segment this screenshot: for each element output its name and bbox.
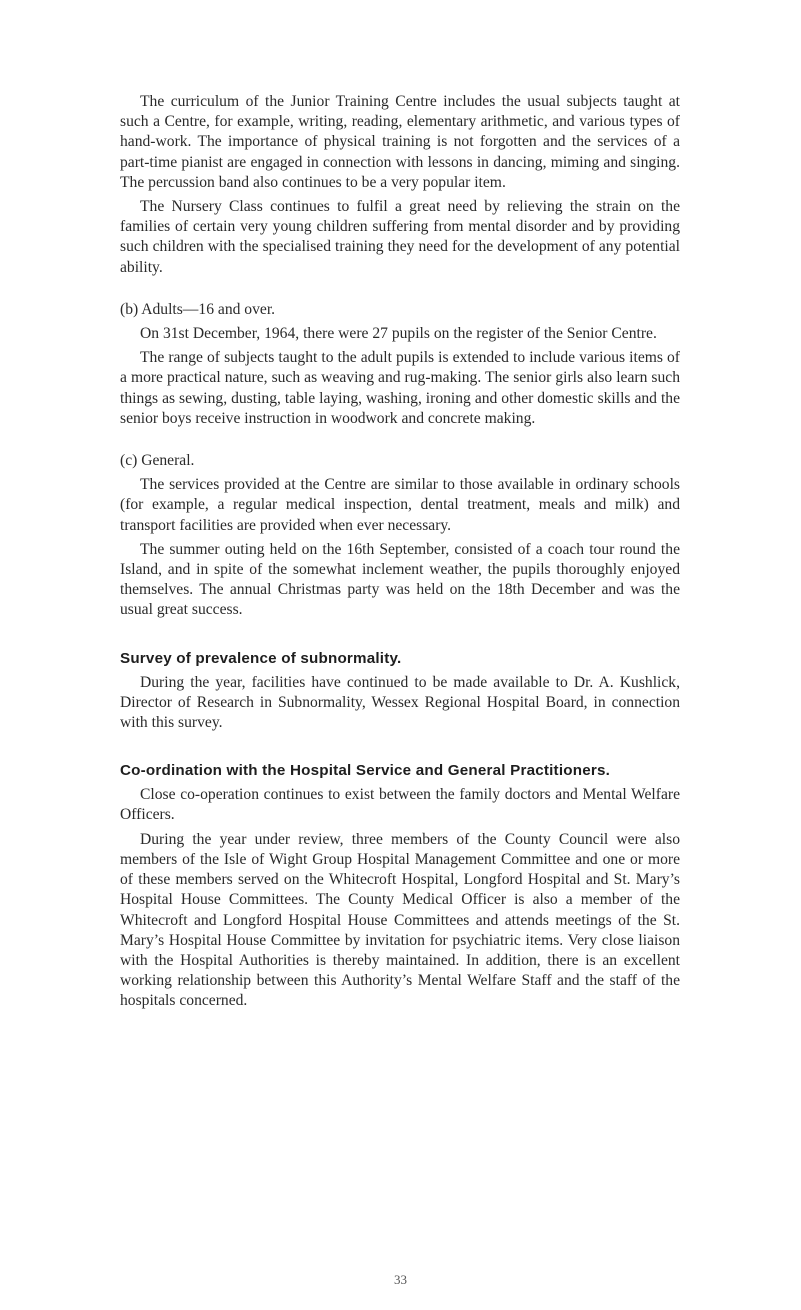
coordination-heading: Co-ordination with the Hospital Service and General Practitioners. xyxy=(120,762,611,780)
coordination-paragraph-1: Close co-operation continues to exist between the family doctors and Mental Welfare Officers. xyxy=(120,786,680,824)
general-subheading: (c) General. xyxy=(120,452,195,470)
junior-training-paragraph-1: The curriculum of the Junior Training Centre includes the usual subjects taught at such a Centre, for example, writing, reading, elementary arithmetic, and various types of hand-work. The importance of physical training is not forgotten and the services of a part-time pianist are engaged in connection with lessons in dancing, miming and singing. The percussion band also continues to be a very popular item. xyxy=(120,93,680,191)
page-body xyxy=(120,92,680,1012)
general-paragraph-2: The summer outing held on the 16th September, consisted of a coach tour round the Island, and in spite of the somewhat inclement weather, the pupils thoroughly enjoyed themselves. The annual Christmas party was held on the 18th December and was the usual great success. xyxy=(120,540,680,619)
adults-subheading: (b) Adults—16 and over. xyxy=(120,300,276,318)
survey-paragraph: During the year, facilities have continued to be made available to Dr. A. Kushlick, Director of Research in Subnormality, Wessex Regional Hospital Board, in connection with this survey. xyxy=(120,673,680,732)
general-paragraph-1: The services provided at the Centre are similar to those available in ordinary schools (for example, a regular medical inspection, dental treatment, meals and milk) and transport facilities are provided when ever necessary. xyxy=(120,476,680,534)
nursery-class-paragraph: The Nursery Class continues to fulfil a great need by relieving the strain on the families of certain very young children suffering from mental disorder and by providing such children with the specialised training they need for the development of any potential ability. xyxy=(120,198,680,276)
page-number: 33 xyxy=(394,1272,407,1287)
coordination-paragraph-2: During the year under review, three members of the County Council were also members of the Isle of Wight Group Hospital Management Committee and one or more of these members served on the Whitecroft Hospital, Longford Hospital and St. Mary’s Hospital House Committees. The County Medical Officer is also a member of the Whitecroft and Longford Hospital House Committees and attends meetings of the St. Mary’s Hospital House Committee by invitation for psychiatric items. Very close liaison with the Hospital Authorities is thereby maintained. In addition, there is an excellent working relationship between this Authority’s Mental Welfare Staff and the staff of the hospitals concerned. xyxy=(120,830,680,1010)
adults-paragraph-2: The range of subjects taught to the adult pupils is extended to include various items of a more practical nature, such as weaving and rug-making. The senior girls also learn such things as sewing, dusting, table laying, washing, ironing and other domestic skills and the senior boys receive instruction in woodwork and concrete making. xyxy=(120,349,680,427)
adults-paragraph-1: On 31st December, 1964, there were 27 pupils on the register of the Senior Centre. xyxy=(140,325,657,343)
survey-heading: Survey of prevalence of subnormality. xyxy=(120,649,402,667)
